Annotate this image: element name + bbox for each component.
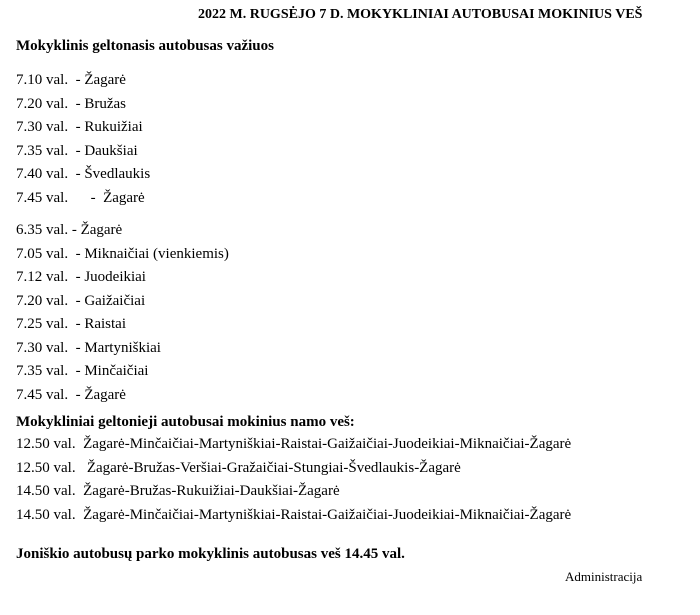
schedule-line: 7.20 val. - Gaižaičiai xyxy=(16,292,146,309)
route-line: 14.50 val. Žagarė-Bružas-Rukuižiai-Daukšiai-Žagarė xyxy=(16,483,340,500)
document-title: 2022 M. RUGSĖJO 7 D. MOKYKLINIAI AUTOBUSAI MOKINIUS VEŠ xyxy=(198,7,643,22)
schedule-line: 7.45 val. - Žagarė xyxy=(16,189,145,206)
schedule-line: 7.12 val. - Juodeikiai xyxy=(16,269,146,285)
section-heading-return-buses: Mokykliniai geltonieji autobusai mokinius namo veš: xyxy=(16,414,355,430)
route-line: 14.50 val. Žagarė-Minčaičiai-Martyniškiai-Raistai-Gaižaičiai-Juodeikiai-Miknaičiai-Žagarė xyxy=(16,506,572,523)
schedule-line: 7.35 val. - Minčaičiai xyxy=(16,363,149,379)
section-heading-yellow-bus: Mokyklinis geltonasis autobusas važiuos xyxy=(16,38,274,54)
morning-schedule-group-1 xyxy=(16,69,150,210)
schedule-line: 7.35 val. - Daukšiai xyxy=(16,142,138,159)
joniskis-bus-note: Joniškio autobusų parko mokyklinis autobusas veš 14.45 val. xyxy=(16,546,405,562)
morning-schedule-group-2 xyxy=(16,219,229,407)
schedule-line: 7.30 val. - Martyniškiai xyxy=(16,339,161,356)
schedule-line: 7.05 val. - Miknaičiai (vienkiemis) xyxy=(16,245,229,262)
signature: Administracija xyxy=(565,569,643,584)
schedule-line: 6.35 val. - Žagarė xyxy=(16,222,123,238)
route-line: 12.50 val. Žagarė-Minčaičiai-Martyniškiai-Raistai-Gaižaičiai-Juodeikiai-Miknaičiai-Žagarė xyxy=(16,436,572,452)
schedule-line: 7.40 val. - Švedlaukis xyxy=(16,166,151,182)
schedule-line: 7.20 val. - Bružas xyxy=(16,95,126,112)
schedule-line: 7.10 val. - Žagarė xyxy=(16,72,126,88)
schedule-line: 7.25 val. - Raistai xyxy=(16,316,126,332)
schedule-line: 7.30 val. - Rukuižiai xyxy=(16,119,143,135)
schedule-line: 7.45 val. - Žagarė xyxy=(16,386,126,403)
route-line: 12.50 val. Žagarė-Bružas-Veršiai-Gražaičiai-Stungiai-Švedlaukis-Žagarė xyxy=(16,459,461,476)
return-routes-list xyxy=(16,433,571,527)
